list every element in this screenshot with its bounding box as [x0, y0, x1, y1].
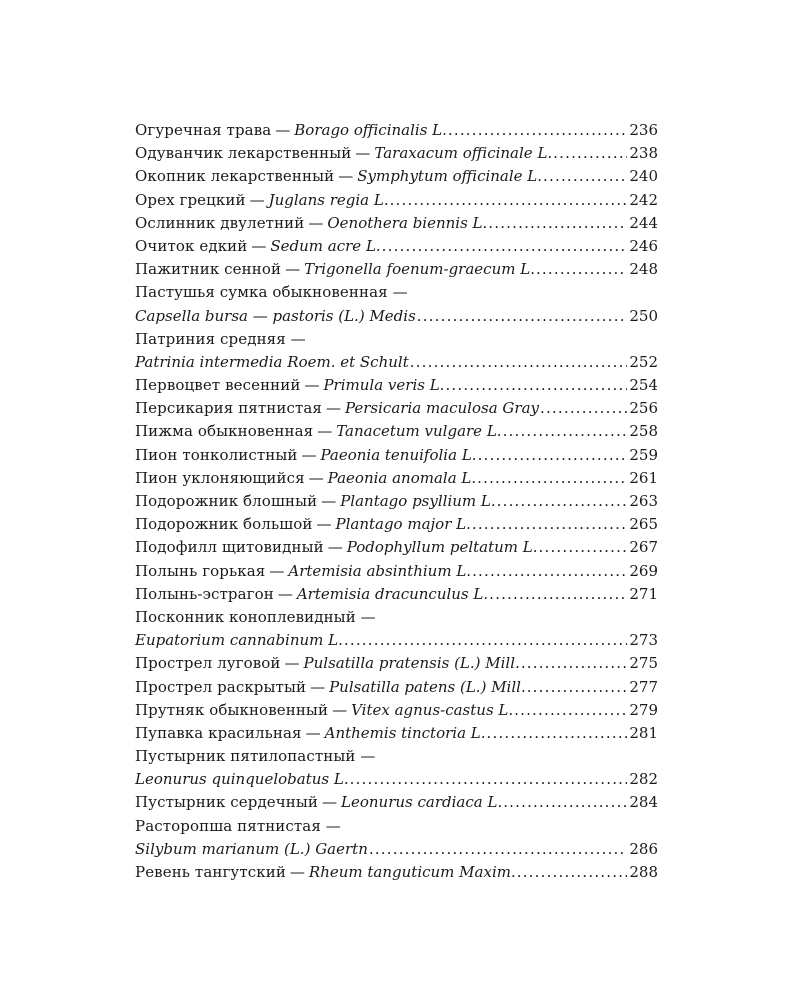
russian-name: Пупавка красильная	[135, 723, 302, 742]
toc-entry	[135, 467, 658, 490]
page-number: 246	[629, 236, 658, 255]
page-number: 261	[629, 468, 658, 487]
toc-entry	[135, 328, 658, 374]
page-number: 275	[629, 654, 658, 673]
dot-leader	[488, 212, 627, 235]
em-dash-separator: —	[327, 538, 343, 557]
toc-entry	[135, 212, 658, 235]
latin-name: Artemisia dracunculus L.	[296, 584, 489, 603]
toc-entry	[135, 397, 658, 420]
page-number: 240	[629, 167, 658, 186]
toc-entry	[135, 281, 658, 327]
em-dash-separator: —	[321, 492, 337, 510]
russian-name: Первоцвет весенний	[135, 376, 301, 395]
toc-entry	[135, 861, 658, 884]
dot-leader	[382, 235, 628, 258]
page-number: 286	[629, 839, 658, 858]
latin-name: Artemisia absinthium L.	[288, 561, 472, 580]
em-dash-separator: —	[308, 213, 324, 232]
toc-entry	[135, 583, 658, 606]
dot-leader	[503, 791, 627, 814]
page-number: 271	[629, 584, 658, 603]
toc-entry	[135, 513, 658, 536]
russian-name: Посконник коноплевидный —	[135, 607, 376, 626]
russian-name: Расторопша пятнистая —	[135, 816, 341, 835]
russian-name: Пион тонколистный	[135, 445, 298, 464]
russian-name: Полынь-эстрагон	[135, 584, 274, 603]
russian-name: Пион уклоняющийся	[135, 468, 305, 487]
latin-name: Vitex agnus-castus L.	[351, 700, 514, 719]
page-number: 277	[629, 677, 658, 696]
russian-name: Пустырник пятилопастный —	[135, 747, 376, 766]
russian-name: Пастушья сумка обыкновенная —	[135, 283, 408, 302]
toc-entry	[135, 258, 658, 281]
toc-entry	[135, 676, 658, 699]
page-number: 248	[629, 260, 658, 279]
em-dash-separator: —	[284, 654, 300, 673]
latin-name: Patrinia intermedia Roem. et Schult	[135, 352, 409, 371]
dot-leader	[445, 374, 627, 397]
latin-name: Oenothera biennis L.	[327, 213, 488, 232]
latin-name: Paeonia tenuifolia L.	[320, 445, 477, 464]
page-number: 252	[629, 352, 658, 371]
latin-name: Plantago major L.	[335, 515, 471, 534]
page-number: 281	[629, 723, 658, 742]
page-number: 250	[629, 306, 658, 325]
toc-entry	[135, 444, 658, 467]
page-number: 288	[629, 863, 658, 881]
dot-leader	[536, 258, 627, 281]
page-number: 263	[629, 492, 658, 510]
dot-leader	[477, 467, 627, 490]
page-number: 258	[629, 422, 658, 441]
latin-name: Taraxacum officinale L.	[374, 144, 553, 163]
toc-entry	[135, 745, 658, 791]
dot-leader	[527, 676, 628, 699]
toc-entry	[135, 119, 658, 142]
russian-name: Одуванчик лекарственный	[135, 144, 352, 163]
russian-name: Прострел луговой	[135, 654, 281, 673]
latin-name: Anthemis tinctoria L.	[324, 723, 486, 742]
latin-name: Primula veris L.	[323, 376, 445, 395]
latin-name: Pulsatilla patens (L.) Mill.	[329, 677, 526, 696]
dot-leader	[410, 351, 628, 374]
em-dash-separator: —	[251, 236, 267, 255]
dot-leader	[350, 768, 628, 791]
dot-leader	[390, 189, 628, 212]
em-dash-separator: —	[308, 468, 324, 487]
toc-entry	[135, 374, 658, 397]
russian-name: Прострел раскрытый	[135, 677, 307, 696]
russian-name: Ревень тангутский	[135, 863, 286, 881]
latin-name: Symphytum officinale L.	[357, 167, 543, 186]
toc-entry-russian-name	[135, 328, 658, 351]
russian-name: Подофилл щитовидный	[135, 538, 324, 557]
em-dash-separator: —	[355, 144, 371, 163]
russian-name: Подорожник большой	[135, 515, 313, 534]
em-dash-separator: —	[322, 793, 338, 812]
em-dash-separator: —	[338, 167, 354, 186]
russian-name: Ослинник двулетний	[135, 213, 305, 232]
russian-name: Подорожник блошный	[135, 492, 318, 510]
toc-entry	[135, 536, 658, 559]
russian-name: Персикария пятнистая	[135, 399, 322, 418]
latin-name: Paeonia anomala L.	[327, 468, 477, 487]
em-dash-separator: —	[317, 422, 333, 441]
toc-entry	[135, 699, 658, 722]
page-number: 265	[629, 515, 658, 534]
latin-name: Leonurus quinquelobatus L.	[135, 770, 349, 789]
russian-name: Окопник лекарственный	[135, 167, 335, 186]
dot-leader	[489, 583, 627, 606]
toc-entry	[135, 490, 658, 513]
page-number: 242	[629, 190, 658, 209]
toc-entry	[135, 815, 658, 861]
russian-name: Патриния средняя —	[135, 329, 306, 348]
russian-name: Огуречная трава	[135, 121, 272, 139]
page-number: 244	[629, 213, 658, 232]
page-number: 282	[629, 770, 658, 789]
dot-leader	[417, 305, 628, 328]
em-dash-separator: —	[316, 515, 332, 534]
page-number: 238	[629, 144, 658, 163]
latin-name: Silybum marianum (L.) Gaertn	[135, 839, 368, 858]
toc-entry	[135, 235, 658, 258]
toc-entry	[135, 189, 658, 212]
page-number: 267	[629, 538, 658, 557]
dot-leader	[478, 444, 628, 467]
latin-name: Trigonella foenum-graecum L.	[304, 260, 535, 279]
russian-name: Очиток едкий	[135, 236, 248, 255]
dot-leader	[369, 838, 628, 861]
em-dash-separator: —	[269, 561, 285, 580]
russian-name: Орех грецкий	[135, 190, 246, 209]
dot-leader	[472, 513, 627, 536]
latin-name: Podophyllum peltatum L.	[346, 538, 538, 557]
em-dash-separator: —	[332, 700, 348, 719]
latin-name: Eupatorium cannabinum L.	[135, 631, 343, 650]
dot-leader	[514, 699, 627, 722]
latin-name: Tanacetum vulgare L.	[336, 422, 502, 441]
russian-name: Пижма обыкновенная	[135, 422, 314, 441]
toc-entry-russian-name	[135, 815, 658, 838]
latin-name: Sedum acre L.	[270, 236, 381, 255]
dot-leader	[521, 652, 628, 675]
em-dash-separator: —	[301, 445, 317, 464]
russian-name: Полынь горькая	[135, 561, 266, 580]
toc-entry	[135, 560, 658, 583]
dot-leader	[503, 420, 628, 443]
page-number: 236	[629, 121, 658, 139]
toc-entry-russian-name	[135, 281, 658, 304]
page-number: 273	[629, 631, 658, 650]
page-number: 284	[629, 793, 658, 812]
dot-leader	[517, 861, 628, 884]
em-dash-separator: —	[277, 584, 293, 603]
toc-entry	[135, 165, 658, 188]
dot-leader	[539, 536, 628, 559]
dot-leader	[543, 165, 627, 188]
table-of-contents	[135, 119, 658, 884]
toc-entry	[135, 791, 658, 814]
toc-entry	[135, 142, 658, 165]
page-number: 254	[629, 376, 658, 395]
page-number: 279	[629, 700, 658, 719]
em-dash-separator: —	[249, 190, 265, 209]
latin-name: Juglans regia L.	[268, 190, 389, 209]
latin-name: Plantago psyllium L.	[340, 492, 496, 510]
latin-name: Persicaria maculosa Gray	[344, 399, 539, 418]
toc-entry	[135, 722, 658, 745]
dot-leader	[540, 397, 627, 420]
latin-name: Capsella bursa — pastoris (L.) Medis	[135, 306, 416, 325]
dot-leader	[344, 629, 627, 652]
russian-name: Прутняк обыкновенный	[135, 700, 329, 719]
dot-leader	[472, 560, 627, 583]
russian-name: Пажитник сенной	[135, 260, 282, 279]
em-dash-separator: —	[304, 376, 320, 395]
toc-entry	[135, 420, 658, 443]
em-dash-separator: —	[325, 399, 341, 418]
page-number: 256	[629, 399, 658, 418]
latin-name: Pulsatilla pratensis (L.) Mill.	[303, 654, 520, 673]
dot-leader	[553, 142, 627, 165]
latin-name: Rheum tanguticum Maxim.	[308, 863, 516, 881]
dot-leader	[448, 119, 627, 142]
em-dash-separator: —	[285, 260, 301, 279]
em-dash-separator: —	[310, 677, 326, 696]
toc-entry-russian-name	[135, 745, 658, 768]
em-dash-separator: —	[275, 121, 291, 139]
dot-leader	[487, 722, 628, 745]
page-number: 269	[629, 561, 658, 580]
em-dash-separator: —	[305, 723, 321, 742]
dot-leader	[497, 490, 628, 513]
em-dash-separator: —	[289, 863, 305, 881]
latin-name: Leonurus cardiaca L.	[341, 793, 503, 812]
latin-name: Borago officinalis L.	[294, 121, 447, 139]
russian-name: Пустырник сердечный	[135, 793, 319, 812]
toc-entry-russian-name	[135, 606, 658, 629]
toc-entry	[135, 606, 658, 652]
page-number: 259	[629, 445, 658, 464]
toc-entry	[135, 652, 658, 675]
